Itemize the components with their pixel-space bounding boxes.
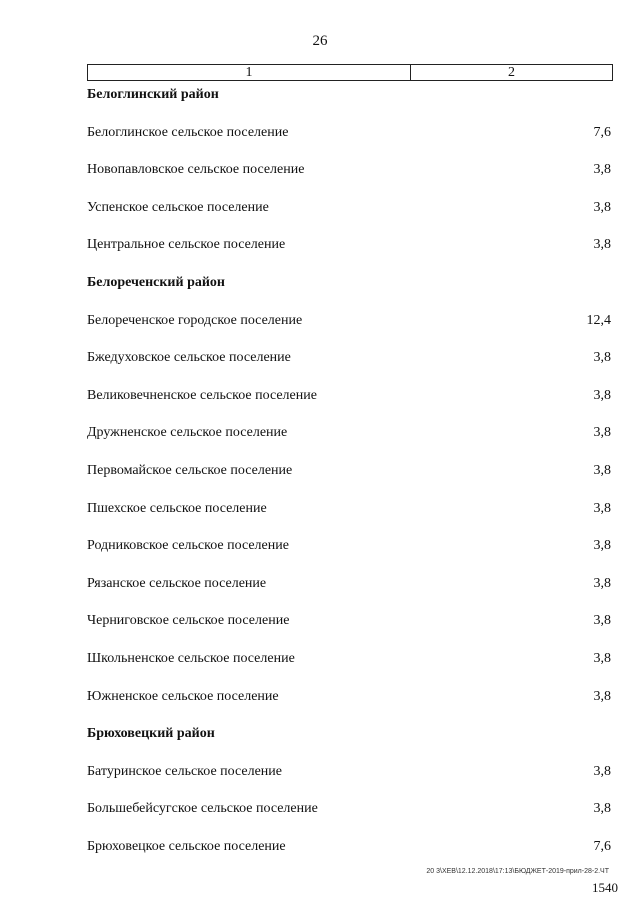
settlement-row	[87, 799, 611, 819]
settlement-value: 3,8	[593, 199, 611, 215]
settlement-name: Пшехское сельское поселение	[87, 500, 267, 516]
settlement-name: Дружненское сельское поселение	[87, 425, 288, 441]
settlement-row	[87, 160, 611, 180]
settlement-row	[87, 386, 611, 406]
settlement-name: Белореченское городское поселение	[87, 312, 303, 328]
settlement-value: 3,8	[593, 425, 611, 441]
settlement-name: Школьненское сельское поселение	[87, 651, 295, 666]
settlement-row	[87, 837, 611, 857]
settlement-value: 3,8	[593, 463, 611, 478]
settlement-row	[87, 311, 611, 331]
settlement-row	[87, 123, 611, 143]
settlement-row	[87, 198, 611, 218]
settlement-name: Родниковское сельское поселение	[87, 538, 289, 554]
settlement-name: Первомайское сельское поселение	[87, 463, 293, 478]
table-header-col-2: 2	[508, 65, 515, 80]
settlement-value: 3,8	[593, 162, 611, 178]
settlement-name: Бжедуховское сельское поселение	[87, 350, 291, 366]
settlement-row	[87, 536, 611, 556]
settlement-name: Рязанское сельское поселение	[87, 575, 267, 591]
settlement-row	[87, 762, 611, 782]
settlement-name: Успенское сельское поселение	[87, 199, 269, 215]
settlement-name: Новопавловское сельское поселение	[87, 162, 305, 178]
settlement-value: 12,4	[586, 312, 611, 328]
document-file-code: 20 3\ХЕВ\12.12.2018\17:13\БЮДЖЕТ-2019-прил-28-2.ЧТ	[426, 868, 609, 875]
settlement-value: 3,8	[593, 613, 611, 629]
settlement-row	[87, 649, 611, 669]
settlement-row	[87, 499, 611, 519]
settlement-value: 7,6	[593, 839, 611, 854]
settlement-row	[87, 461, 611, 481]
settlement-value: 3,8	[593, 688, 611, 704]
settlement-row	[87, 611, 611, 631]
settlement-value: 3,8	[593, 237, 611, 253]
district-heading-row	[87, 724, 611, 744]
district-name: Брюховецкий район	[87, 726, 215, 742]
settlement-name: Южненское сельское поселение	[87, 688, 279, 704]
district-name: Белоглинский район	[87, 87, 219, 102]
page-number: 26	[312, 33, 328, 49]
settlement-name: Большебейсугское сельское поселение	[87, 801, 318, 817]
table-header-col-1: 1	[88, 65, 411, 80]
settlement-value: 3,8	[593, 575, 611, 591]
district-name: Белореченский район	[87, 275, 225, 290]
settlement-value: 7,6	[593, 124, 611, 140]
settlement-name: Белоглинское сельское поселение	[87, 124, 289, 140]
settlement-name: Центральное сельское поселение	[87, 237, 286, 253]
settlement-value: 3,8	[593, 350, 611, 366]
settlement-name: Черниговское сельское поселение	[87, 613, 290, 629]
settlement-row	[87, 423, 611, 443]
table-header	[87, 64, 613, 81]
settlement-value: 3,8	[593, 801, 611, 817]
settlement-value: 3,8	[593, 387, 611, 403]
settlement-name: Великовечненское сельское поселение	[87, 387, 317, 403]
settlement-value: 3,8	[593, 500, 611, 516]
district-heading-row	[87, 85, 611, 105]
settlement-row	[87, 348, 611, 368]
settlement-row	[87, 574, 611, 594]
settlement-value: 3,8	[593, 763, 611, 779]
settlement-row	[87, 235, 611, 255]
district-heading-row	[87, 273, 611, 293]
settlement-row	[87, 687, 611, 707]
settlement-name: Брюховецкое сельское поселение	[87, 839, 286, 854]
settlement-value: 3,8	[593, 538, 611, 554]
sheet-stamp-number: 1540	[592, 880, 618, 895]
settlement-name: Батуринское сельское поселение	[87, 763, 282, 779]
settlement-value: 3,8	[593, 651, 611, 666]
